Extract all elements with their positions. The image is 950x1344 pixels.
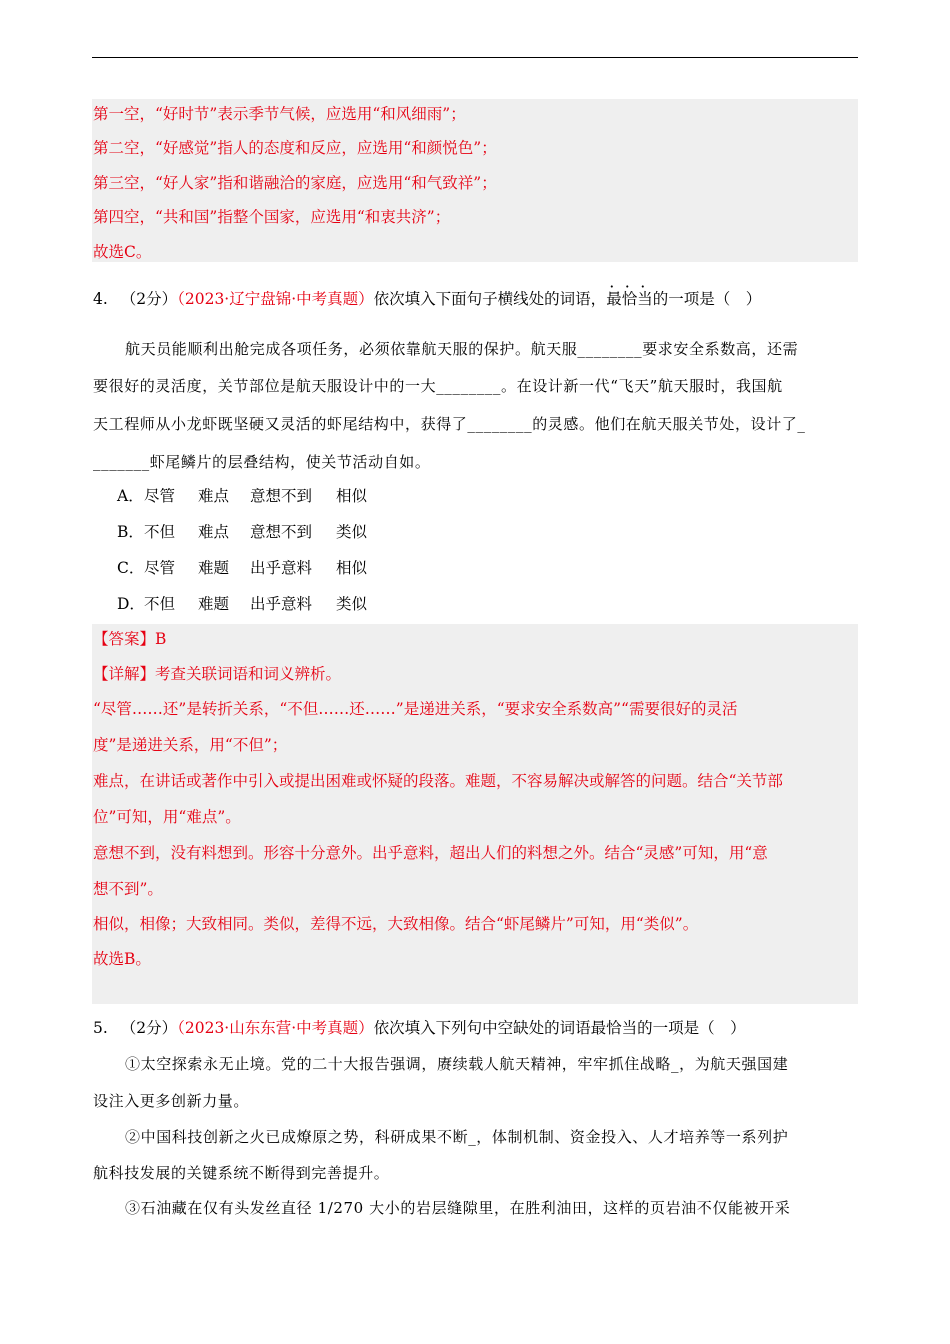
option-d[interactable] — [117, 594, 881, 614]
option-c[interactable] — [117, 558, 881, 578]
option-word: 不但 — [144, 523, 176, 541]
question-score: （2分） — [120, 290, 178, 308]
option-label: B． — [117, 523, 144, 541]
option-word: 出乎意料 — [250, 559, 313, 577]
answer-label: 【答案】B — [93, 630, 167, 648]
explanation-line: 意想不到，没有料想到。形容十分意外。出乎意料，超出人们的料想之外。结合“灵感”可知，用“意 — [93, 844, 768, 862]
question-source: （2023·山东东营·中考真题） — [177, 1019, 374, 1037]
question-number: 5. — [93, 1019, 108, 1037]
prev-explanation-line: 故选C。 — [93, 243, 152, 261]
passage-line: 要很好的灵活度，关节部位是航天服设计中的一大________。在设计新一代“飞天”航天服时，我国航 — [93, 377, 783, 395]
emphasis-char: 当 — [637, 290, 653, 308]
explanation-line: 相似，相像；大致相同。类似，差得不远，大致相像。结合“虾尾鳞片”可知，用“类似”。 — [93, 915, 699, 933]
option-word: 出乎意料 — [250, 595, 313, 613]
option-word: 相似 — [336, 559, 368, 577]
option-word: 不但 — [144, 595, 176, 613]
passage-line: 航天员能顺利出舱完成各项任务，必须依靠航天服的保护。航天服________要求安全系数高，还需 — [125, 340, 799, 358]
option-word: 类似 — [336, 523, 368, 541]
passage-line: 设注入更多创新力量。 — [93, 1092, 250, 1110]
option-word: 类似 — [336, 595, 368, 613]
question-text: 的一项是（ ） — [652, 290, 762, 308]
question-4-stem — [93, 289, 857, 309]
option-label: D． — [117, 595, 145, 613]
option-word: 难题 — [198, 595, 230, 613]
option-b[interactable] — [117, 522, 881, 542]
option-word: 意想不到 — [250, 523, 313, 541]
question-source: （2023·辽宁盘锦·中考真题） — [177, 290, 374, 308]
question-score: （2分） — [120, 1019, 178, 1037]
option-word: 尽管 — [144, 559, 176, 577]
option-word: 难点 — [198, 523, 230, 541]
question-number: 4. — [93, 290, 108, 308]
prev-explanation-line: 第四空，“共和国”指整个国家，应选用“和衷共济”； — [93, 208, 451, 226]
option-word: 尽管 — [144, 487, 176, 505]
explanation-line: 位”可知，用“难点”。 — [93, 808, 241, 826]
question-text: 依次填入下列句中空缺处的词语最恰当的一项是（ ） — [373, 1019, 746, 1037]
option-label: A． — [117, 487, 144, 505]
passage-line: ③石油藏在仅有头发丝直径 1/270 大小的岩层缝隙里，在胜利油田，这样的页岩油不仅能被开采 — [125, 1199, 791, 1217]
passage-line: ②中国科技创新之火已成燎原之势，科研成果不断_，体制机制、资金投入、人才培养等一系列护 — [125, 1128, 789, 1146]
passage-line: 航科技发展的关键系统不断得到完善提升。 — [93, 1164, 390, 1182]
question-5-stem — [93, 1018, 857, 1038]
prev-explanation-line: 第一空，“好时节”表示季节气候，应选用“和风细雨”； — [93, 105, 466, 123]
option-word: 意想不到 — [250, 487, 313, 505]
explanation-line: 度”是递进关系，用“不但”； — [93, 736, 288, 754]
passage-line: ①太空探索永无止境。党的二十大报告强调，赓续载人航天精神，牢牢抓住战略_，为航天强国建 — [125, 1055, 789, 1073]
prev-explanation-line: 第三空，“好人家”指和谐融洽的家庭，应选用“和气致祥”； — [93, 174, 497, 192]
detail-label: 【详解】考查关联词语和词义辨析。 — [93, 665, 342, 683]
option-word: 难点 — [198, 487, 230, 505]
question-text: 依次填入下面句子横线处的词语， — [373, 290, 607, 308]
prev-explanation-line: 第二空，“好感觉”指人的态度和反应，应选用“和颜悦色”； — [93, 139, 497, 157]
explanation-line: 难点，在讲话或著作中引入或提出困难或怀疑的段落。难题，不容易解决或解答的问题。结合“关节部 — [93, 772, 783, 790]
option-word: 相似 — [336, 487, 368, 505]
explanation-line: 故选B。 — [93, 950, 151, 968]
option-a[interactable] — [117, 486, 881, 506]
option-word: 难题 — [198, 559, 230, 577]
passage-line: 天工程师从小龙虾既坚硬又灵活的虾尾结构中，获得了________的灵感。他们在航天服关节处，设计了_ — [93, 415, 806, 433]
header-rule — [92, 57, 858, 58]
option-label: C． — [117, 559, 145, 577]
passage-line: _______虾尾鳞片的层叠结构，使关节活动自如。 — [93, 453, 431, 471]
emphasis-char: 最 — [606, 290, 622, 308]
explanation-line: “尽管……还”是转折关系，“不但……还……”是递进关系，“要求安全系数高”“需要很好的灵活 — [93, 700, 738, 718]
emphasis-char: 恰 — [621, 290, 638, 308]
explanation-line: 想不到”。 — [93, 880, 163, 898]
